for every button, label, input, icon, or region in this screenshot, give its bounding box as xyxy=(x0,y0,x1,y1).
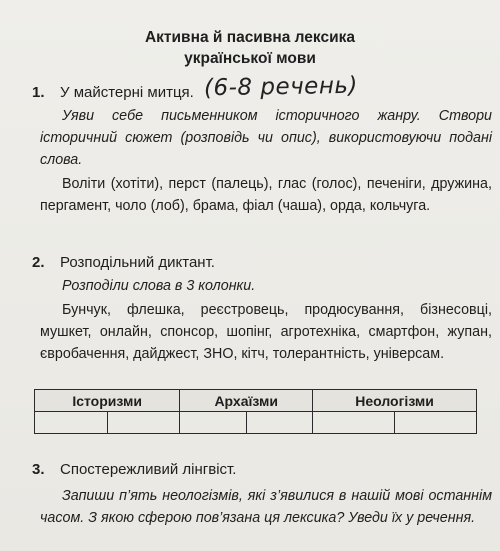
table-cell xyxy=(246,412,312,434)
section-2-heading: Розподільний диктант. xyxy=(60,254,215,271)
table-cell xyxy=(107,412,180,434)
table-header-row xyxy=(35,390,477,412)
handwritten-note: (6-8 речень) xyxy=(203,72,359,102)
column-header-neolohizmy: Неологізми xyxy=(313,390,477,412)
section-2-task: Розподіли слова в 3 колонки. xyxy=(62,278,256,294)
table-cell xyxy=(35,412,108,434)
table-row xyxy=(35,412,477,434)
classification-table xyxy=(34,389,477,434)
section-2-number: 2. xyxy=(32,254,45,271)
section-1-heading: У майстерні митця. xyxy=(60,84,194,101)
column-header-arkhaizmy: Архаїзми xyxy=(180,390,313,412)
table-cell xyxy=(180,412,246,434)
column-header-istoryzmy: Історизми xyxy=(35,390,180,412)
section-3-heading: Спостережливий лінгвіст. xyxy=(60,461,237,478)
section-2-words: Бунчук, флешка, реєстровець, продюсування, бізнесовці, мушкет, онлайн, спонсор, шопінг, агротехніка, смартфон, жупан, євробачення, дайджест, ЗНО, кітч, толерантність, універсам. xyxy=(40,302,492,362)
section-1-task: Уяви себе письменником історичного жанру. Створи історичний сюжет (розповідь чи опис), використовуючи подані слова. xyxy=(40,108,492,168)
table-cell xyxy=(395,412,477,434)
table-cell xyxy=(313,412,395,434)
section-1-number: 1. xyxy=(32,84,45,101)
page-title-line-1: Активна й пасивна лексика xyxy=(144,29,355,46)
section-3-task: Запиши п’ять неологізмів, які з’явилися в нашій мові останнім часом. З якою сферою пов’язана ця лексика? Уведи їх у речення. xyxy=(40,488,492,526)
section-1-words: Воліти (хотіти), перст (палець), глас (голос), печеніги, дружина, пергамент, чоло (лоб), брама, фіал (чаша), орда, кольчуга. xyxy=(40,176,492,214)
section-3-number: 3. xyxy=(32,461,45,478)
page-title-line-2: української мови xyxy=(184,50,316,67)
